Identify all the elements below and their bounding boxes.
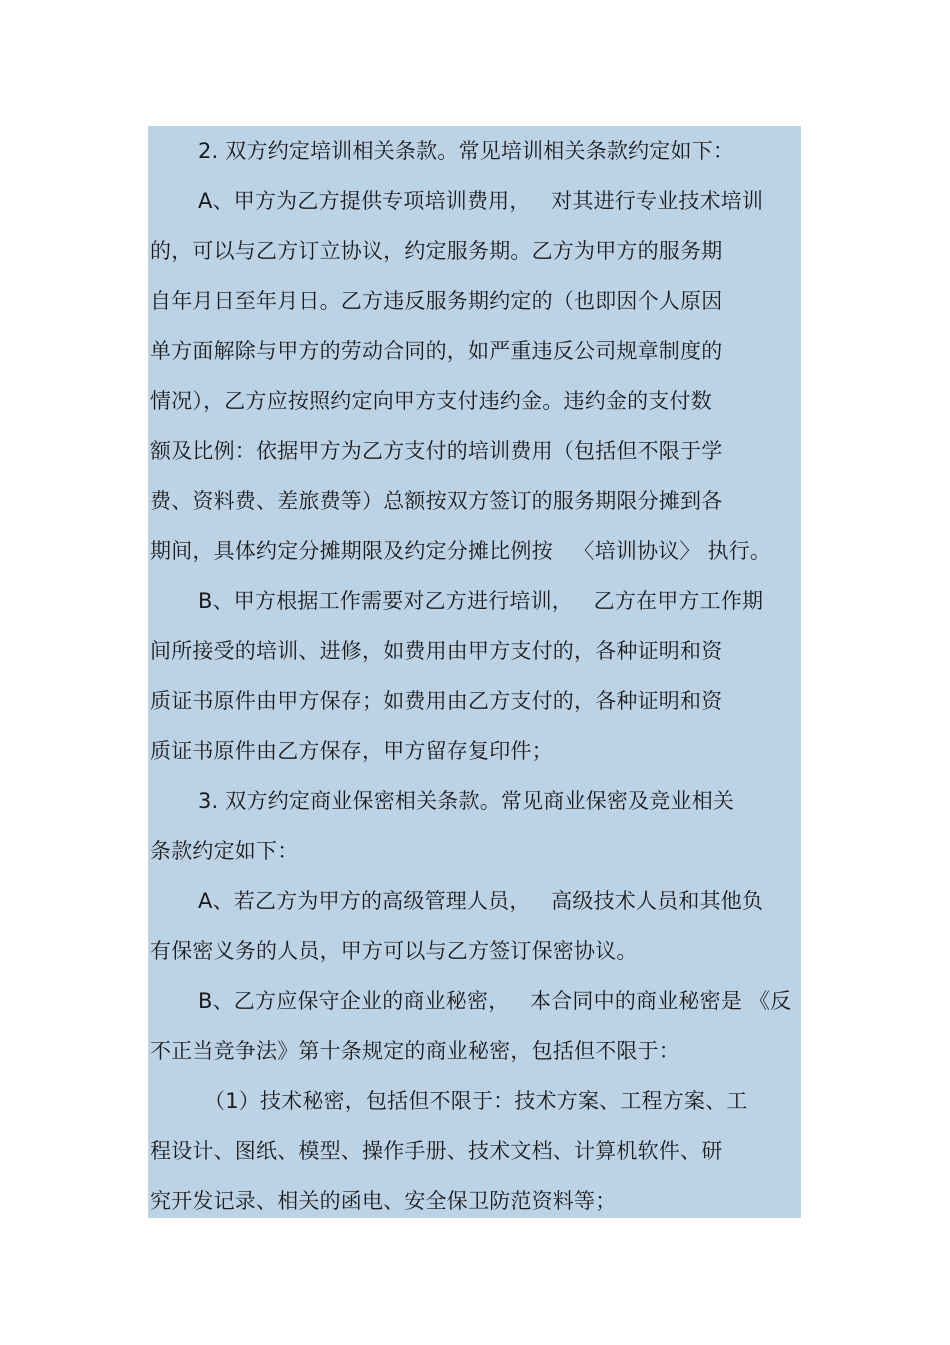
paragraph-line: 情况），乙方应按照约定向甲方支付违约金。违约金的支付数 bbox=[150, 389, 712, 413]
paragraph-line: 的，可以与乙方订立协议，约定服务期。乙方为甲方的服务期 bbox=[150, 239, 723, 263]
paragraph-line: 质证书原件由乙方保存，甲方留存复印件； bbox=[150, 739, 553, 763]
highlighted-text-block bbox=[148, 126, 801, 1218]
paragraph-line: A、甲方为乙方提供专项培训费用， 对其进行专业技术培训 bbox=[198, 189, 764, 213]
paragraph-line: 质证书原件由甲方保存；如费用由乙方支付的，各种证明和资 bbox=[150, 689, 723, 713]
paragraph-line: 费、资料费、差旅费等）总额按双方签订的服务期限分摊到各 bbox=[150, 489, 723, 513]
paragraph-line: B、甲方根据工作需要对乙方进行培训， 乙方在甲方工作期 bbox=[198, 589, 764, 613]
paragraph-line: 单方面解除与甲方的劳动合同的，如严重违反公司规章制度的 bbox=[150, 339, 723, 363]
paragraph-line: 条款约定如下： bbox=[150, 839, 299, 863]
paragraph-line: 期间，具体约定分摊期限及约定分摊比例按 〈培训协议〉 执行。 bbox=[150, 539, 772, 563]
paragraph-line: B、乙方应保守企业的商业秘密， 本合同中的商业秘密是 《反 bbox=[198, 989, 792, 1013]
paragraph-line: 间所接受的培训、进修，如费用由甲方支付的，各种证明和资 bbox=[150, 639, 723, 663]
paragraph-line: 不正当竞争法》第十条规定的商业秘密，包括但不限于： bbox=[150, 1039, 680, 1063]
paragraph-line: 程设计、图纸、模型、操作手册、技术文档、计算机软件、研 bbox=[150, 1139, 723, 1163]
paragraph-line: 究开发记录、相关的函电、安全保卫防范资料等； bbox=[150, 1189, 617, 1213]
paragraph-line: （1）技术秘密，包括但不限于：技术方案、工程方案、工 bbox=[204, 1089, 748, 1113]
paragraph-line: 2. 双方约定培训相关条款。常见培训相关条款约定如下： bbox=[198, 139, 735, 163]
paragraph-line: 有保密义务的人员，甲方可以与乙方签订保密协议。 bbox=[150, 939, 638, 963]
paragraph-line: 自年月日至年月日。乙方违反服务期约定的（也即因个人原因 bbox=[150, 289, 723, 313]
paragraph-line: 额及比例：依据甲方为乙方支付的培训费用（包括但不限于学 bbox=[150, 439, 723, 463]
paragraph-line: 3. 双方约定商业保密相关条款。常见商业保密及竞业相关 bbox=[198, 789, 735, 813]
paragraph-line: A、若乙方为甲方的高级管理人员， 高级技术人员和其他负 bbox=[198, 889, 764, 913]
